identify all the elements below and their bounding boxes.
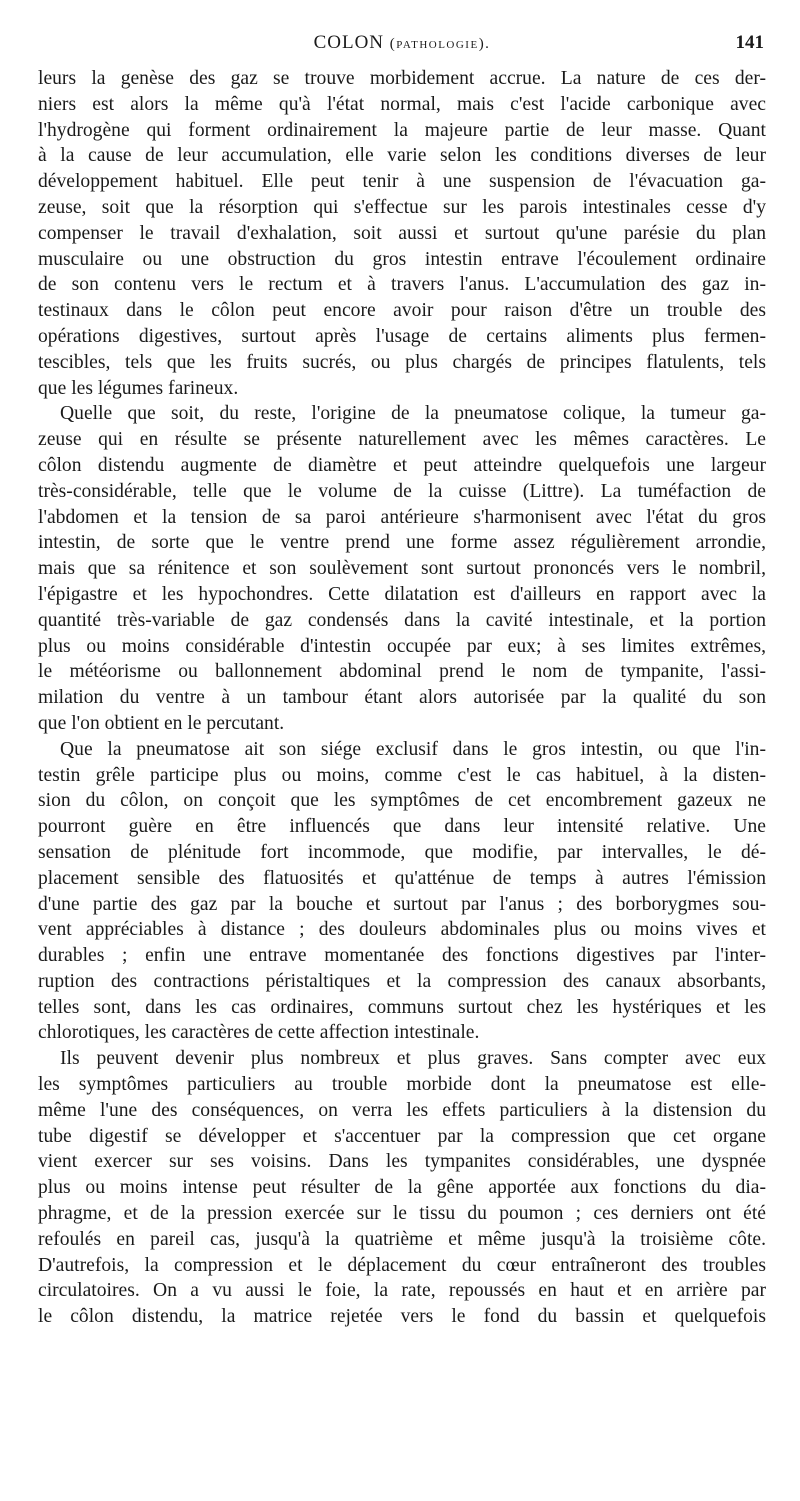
body-text — [38, 66, 766, 1330]
text-line: côlon distendu augmente de diamètre et peut atteindre quelquefois une largeur — [38, 454, 766, 476]
text-line: placement sensible des flatuosités et qu'atténue de temps à autres l'émission — [38, 867, 766, 889]
text-line: zeuse, soit que la résorption qui s'effectue sur les parois intestinales cesse d'y — [38, 196, 766, 218]
text-line: sion du côlon, on conçoit que les symptômes de cet encombrement gazeux ne — [38, 790, 766, 812]
text-line: testinaux dans le côlon peut encore avoir pour raison d'être un trouble des — [38, 300, 766, 322]
text-line: compenser le travail d'exhalation, soit aussi et surtout qu'une parésie du plan — [38, 222, 766, 244]
text-line: tescibles, tels que les fruits sucrés, ou plus chargés de principes flatulents, tels — [38, 351, 766, 373]
text-line: tube digestif se développer et s'accentuer par la compression que cet organe — [38, 1125, 766, 1147]
text-line: très-considérable, telle que le volume de la cuisse (Littre). La tuméfaction de — [38, 480, 766, 502]
text-line: de son contenu vers le rectum et à travers l'anus. L'accumulation des gaz in- — [38, 274, 766, 296]
text-line: quantité très-variable de gaz condensés dans la cavité intestinale, et la portion — [38, 609, 766, 631]
text-line: sensation de plénitude fort incommode, que modifie, par intervalles, le dé- — [38, 841, 766, 863]
text-line: refoulés en pareil cas, jusqu'à la quatrième et même jusqu'à la troisième côte. — [38, 1228, 766, 1250]
text-line: l'épigastre et les hypochondres. Cette dilatation est d'ailleurs en rapport avec la — [38, 583, 766, 605]
text-line: durables ; enfin une entrave momentanée des fonctions digestives par l'inter- — [38, 945, 766, 967]
text-line: ruption des contractions péristaltiques et la compression des canaux absorbants, — [38, 970, 766, 992]
text-line: telles sont, dans les cas ordinaires, communs surtout chez les hystériques et les — [38, 996, 766, 1018]
text-line: leurs la genèse des gaz se trouve morbidement accrue. La nature de ces der- — [38, 68, 766, 89]
text-line: chlorotiques, les caractères de cette affection intestinale. — [38, 1022, 480, 1044]
paragraph — [38, 1046, 766, 1330]
text-line: Quelle que soit, du reste, l'origine de la pneumatose colique, la tumeur ga- — [60, 403, 766, 425]
text-line: l'hydrogène qui forment ordinairement la majeure partie de leur masse. Quant — [38, 119, 766, 141]
page-header — [38, 32, 766, 58]
text-line: milation du ventre à un tambour étant alors autorisée par la qualité du son — [38, 687, 766, 709]
text-line: même l'une des conséquences, on verra les effets particuliers à la distension du — [38, 1099, 766, 1121]
text-line: plus ou moins intense peut résulter de la gêne apportée aux fonctions du dia- — [38, 1177, 766, 1199]
text-line: le côlon distendu, la matrice rejetée vers le fond du bassin et quelquefois — [38, 1306, 766, 1328]
text-line: développement habituel. Elle peut tenir à une suspension de l'évacuation ga- — [38, 171, 766, 193]
running-title-subtitle: (pathologie). — [389, 36, 491, 52]
text-line: testin grêle participe plus ou moins, comme c'est le cas habituel, à la disten- — [38, 764, 766, 786]
text-line: vent appréciables à distance ; des douleurs abdominales plus ou moins vives et — [38, 919, 766, 941]
paragraph — [38, 66, 766, 401]
text-line: opérations digestives, surtout après l'usage de certains aliments plus fermen- — [38, 325, 766, 347]
text-line: à la cause de leur accumulation, elle varie selon les conditions diverses de leur — [38, 145, 766, 167]
text-line: que l'on obtient en le percutant. — [38, 712, 285, 734]
text-line: niers est alors la même qu'à l'état normal, mais c'est l'acide carbonique avec — [38, 93, 766, 115]
paragraph — [38, 737, 766, 1047]
running-title — [38, 32, 766, 54]
paragraph — [38, 401, 766, 736]
text-line: musculaire ou une obstruction du gros intestin entrave l'écoulement ordinaire — [38, 248, 766, 270]
text-line: Que la pneumatose ait son siége exclusif dans le gros intestin, ou que l'in- — [60, 738, 766, 760]
running-title-main: COLON — [313, 32, 385, 53]
text-line: l'abdomen et la tension de sa paroi antérieure s'harmonisent avec l'état du gros — [38, 506, 766, 528]
text-line: que les légumes farineux. — [38, 377, 239, 399]
text-line: D'autrefois, la compression et le déplacement du cœur entraîneront des troubles — [38, 1254, 766, 1276]
text-line: vient exercer sur ses voisins. Dans les tympanites considérables, une dyspnée — [38, 1151, 766, 1173]
text-line: zeuse qui en résulte se présente naturellement avec les mêmes caractères. Le — [38, 429, 766, 451]
page-number: 141 — [735, 32, 764, 53]
text-line: les symptômes particuliers au trouble morbide dont la pneumatose est elle- — [38, 1074, 766, 1096]
text-line: plus ou moins considérable d'intestin occupée par eux; à ses limites extrêmes, — [38, 635, 766, 657]
text-line: phragme, et de la pression exercée sur le tissu du poumon ; ces derniers ont été — [38, 1203, 766, 1225]
text-line: Ils peuvent devenir plus nombreux et plus graves. Sans compter avec eux — [60, 1048, 766, 1070]
text-line: le météorisme ou ballonnement abdominal prend le nom de tympanite, l'assi- — [38, 661, 766, 683]
text-line: circulatoires. On a vu aussi le foie, la rate, repoussés en haut et en arrière par — [38, 1280, 766, 1302]
text-line: mais que sa rénitence et son soulèvement sont surtout prononcés vers le nombril, — [38, 558, 766, 580]
text-line: intestin, de sorte que le ventre prend une forme assez régulièrement arrondie, — [38, 532, 766, 554]
text-line: pourront guère en être influencés que dans leur intensité relative. Une — [38, 816, 766, 838]
text-line: d'une partie des gaz par la bouche et surtout par l'anus ; des borborygmes sou- — [38, 893, 766, 915]
